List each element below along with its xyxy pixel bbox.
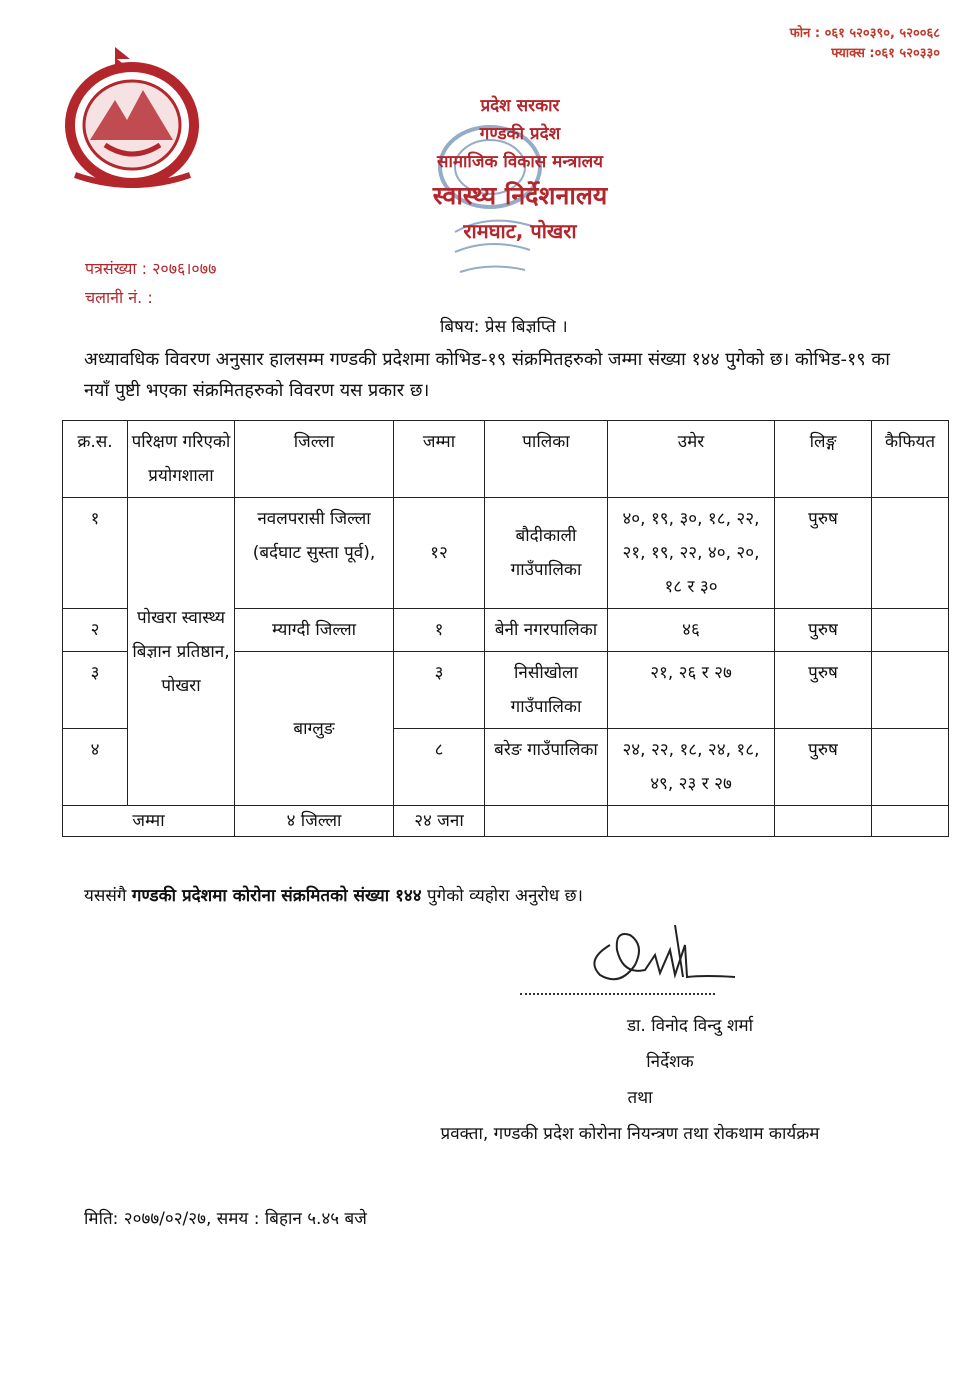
row-age: २४, २२, १८, २४, १८, ४९, २३ र २७ — [608, 729, 775, 806]
row-palika: बौदीकाली गाउँपालिका — [485, 498, 608, 609]
row-palika: बरेङ गाउँपालिका — [485, 729, 608, 806]
row-total: १२ — [394, 498, 485, 609]
signatory-title: निर्देशक — [646, 1052, 694, 1072]
nepal-emblem-icon — [55, 45, 210, 195]
signature-line — [520, 993, 715, 995]
row-sn: ४ — [63, 729, 128, 806]
letter-number: पत्रसंख्या : २०७६।०७७ — [85, 259, 217, 278]
row-district: नवलपरासी जिल्ला (बर्दघाट सुस्ता पूर्व), — [235, 498, 394, 609]
row-palika: निसीखोला गाउँपालिका — [485, 652, 608, 729]
row-sn: १ — [63, 498, 128, 609]
row-district: बाग्लुङ — [235, 652, 394, 806]
footer-empty — [608, 806, 775, 837]
header-lab: परिक्षण गरिएको प्रयोगशाला — [128, 421, 235, 498]
subject-line: बिषय: प्रेस बिज्ञप्ति । — [440, 317, 568, 337]
letterhead — [330, 92, 710, 246]
row-remarks — [872, 498, 949, 609]
row-sn: ३ — [63, 652, 128, 729]
footer-empty — [485, 806, 608, 837]
dispatch-number: चलानी नं. : — [85, 288, 153, 307]
phone-number: फोन : ०६१ ५२०३९०, ५२००६८ — [789, 26, 940, 41]
row-gender: पुरुष — [775, 652, 872, 729]
row-district: म्याग्दी जिल्ला — [235, 609, 394, 652]
footer-empty — [775, 806, 872, 837]
reference-block — [85, 254, 216, 312]
header-district: जिल्ला — [235, 421, 394, 498]
signatory-block — [390, 1008, 870, 1152]
signatory-role: प्रवक्ता, गण्डकी प्रदेश कोरोना नियन्त्रण तथा रोकथाम कार्यक्रम — [440, 1124, 820, 1144]
closing-post: पुगेको व्यहोरा अनुरोध छ। — [427, 886, 583, 906]
header-directorate: स्वास्थ्य निर्देशनालय — [432, 181, 608, 210]
contact-info — [790, 24, 940, 64]
row-gender: पुरुष — [775, 498, 872, 609]
row-total: ८ — [394, 729, 485, 806]
row-total: १ — [394, 609, 485, 652]
row-remarks — [872, 652, 949, 729]
header-ministry: सामाजिक विकास मन्त्रालय — [436, 152, 604, 172]
signatory-name: डा. विनोद विन्दु शर्मा — [626, 1016, 754, 1036]
row-sn: २ — [63, 609, 128, 652]
row-palika: बेनी नगरपालिका — [485, 609, 608, 652]
lab-cell: पोखरा स्वास्थ्य बिज्ञान प्रतिष्ठान, पोखरा — [128, 498, 235, 806]
footer-label: जम्मा — [63, 806, 235, 837]
table-header-row — [63, 421, 949, 498]
date-line: मिति: २०७७/०२/२७, समय : बिहान ५.४५ बजे — [84, 1209, 367, 1229]
closing-bold: गण्डकी प्रदेशमा कोरोना संक्रमितको संख्या १४४ — [131, 886, 422, 906]
closing-line — [84, 883, 583, 906]
footer-total: २४ जना — [394, 806, 485, 837]
row-age: ४०, १९, ३०, १८, २२, २१, १९, २२, ४०, २०, १८ र ३० — [608, 498, 775, 609]
header-palika: पालिका — [485, 421, 608, 498]
row-gender: पुरुष — [775, 609, 872, 652]
fax-number: फ्याक्स :०६१ ५२०३३० — [831, 46, 940, 61]
signatory-conj: तथा — [627, 1088, 653, 1108]
header-address: रामघाट, पोखरा — [463, 219, 577, 243]
table-row — [63, 498, 949, 609]
header-total: जम्मा — [394, 421, 485, 498]
cases-table — [62, 420, 949, 837]
body-paragraph: अध्यावधिक विवरण अनुसार हालसम्म गण्डकी प्रदेशमा कोभिड-१९ संक्रमितहरुको जम्मा संख्या १४४ पुगेको छ। कोभिड-१९ का नयाँ पुष्टी भएका संक्रमितहरुको विवरण यस प्रकार छ। — [84, 349, 890, 401]
footer-empty — [872, 806, 949, 837]
row-gender: पुरुष — [775, 729, 872, 806]
footer-districts: ४ जिल्ला — [235, 806, 394, 837]
row-age: ४६ — [608, 609, 775, 652]
table-footer-row — [63, 806, 949, 837]
header-government: प्रदेश सरकार — [480, 96, 560, 116]
header-gender: लिङ्ग — [775, 421, 872, 498]
closing-pre: यससंगै — [84, 886, 127, 906]
header-remarks: कैफियत — [872, 421, 949, 498]
row-total: ३ — [394, 652, 485, 729]
header-province: गण्डकी प्रदेश — [479, 124, 561, 144]
row-remarks — [872, 609, 949, 652]
header-sn: क्र.स. — [63, 421, 128, 498]
signature-icon — [575, 915, 755, 995]
row-age: २१, २६ र २७ — [608, 652, 775, 729]
header-age: उमेर — [608, 421, 775, 498]
row-remarks — [872, 729, 949, 806]
